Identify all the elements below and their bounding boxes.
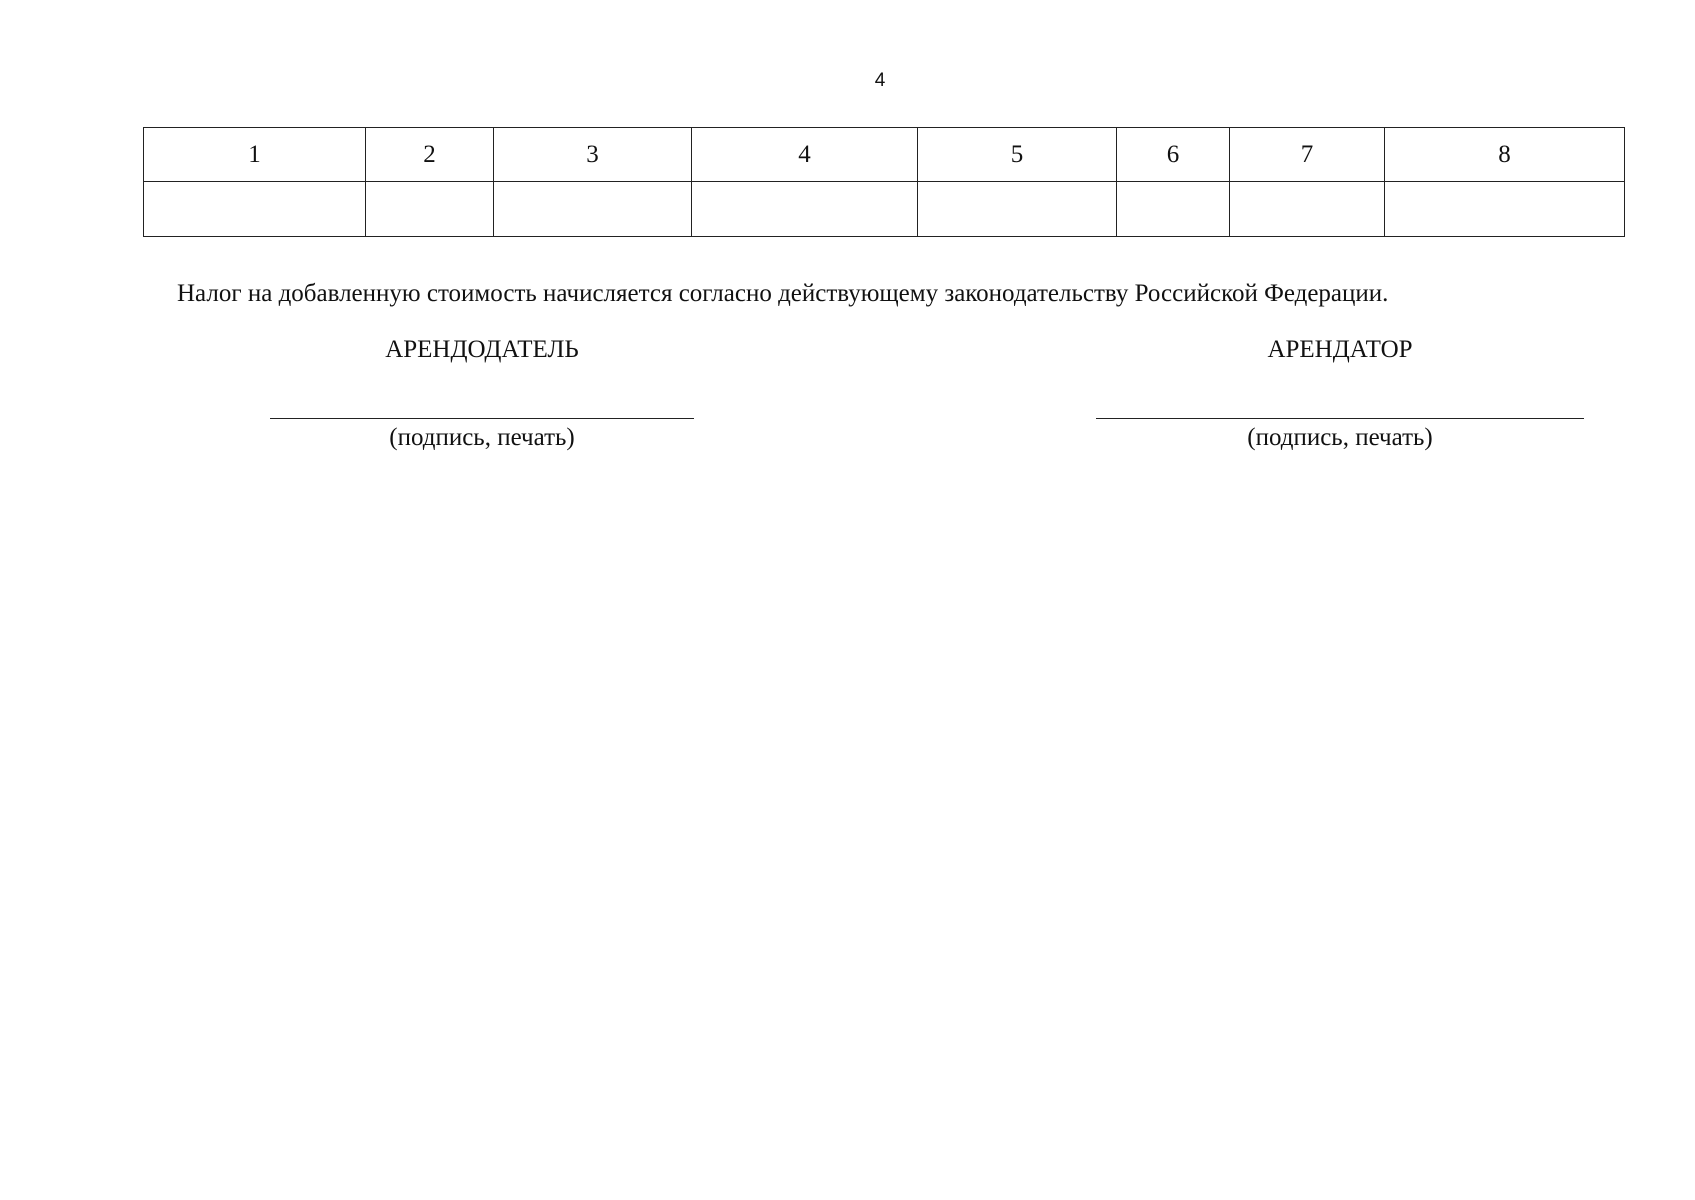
table-cell: [144, 182, 366, 237]
table-header-cell: 8: [1385, 128, 1625, 182]
table-cell: [692, 182, 918, 237]
tenant-signature-line: [1096, 418, 1584, 419]
vat-note: Налог на добавленную стоимость начисляется согласно действующему законодательству Российской Федерации.: [177, 280, 1389, 307]
table-header-cell: 4: [692, 128, 918, 182]
table-header-cell: 3: [494, 128, 692, 182]
table-cell: [918, 182, 1117, 237]
landlord-title: АРЕНДОДАТЕЛЬ: [385, 336, 579, 363]
table-cell: [1230, 182, 1385, 237]
table-header-cell: 2: [366, 128, 494, 182]
table-header-cell: 7: [1230, 128, 1385, 182]
landlord-signature-line: [270, 418, 694, 419]
table-row: [144, 182, 1625, 237]
landlord-signature-caption: (подпись, печать): [389, 424, 575, 451]
page-number: 4: [874, 70, 886, 91]
table-header-cell: 1: [144, 128, 366, 182]
tenant-title: АРЕНДАТОР: [1267, 336, 1413, 363]
table-header-cell: 5: [918, 128, 1117, 182]
table-cell: [366, 182, 494, 237]
table-cell: [1385, 182, 1625, 237]
table-header-cell: 6: [1117, 128, 1230, 182]
tenant-signature-caption: (подпись, печать): [1247, 424, 1433, 451]
table-cell: [1117, 182, 1230, 237]
columns-table: [143, 127, 1625, 237]
table-header-row: [144, 128, 1625, 182]
table-cell: [494, 182, 692, 237]
